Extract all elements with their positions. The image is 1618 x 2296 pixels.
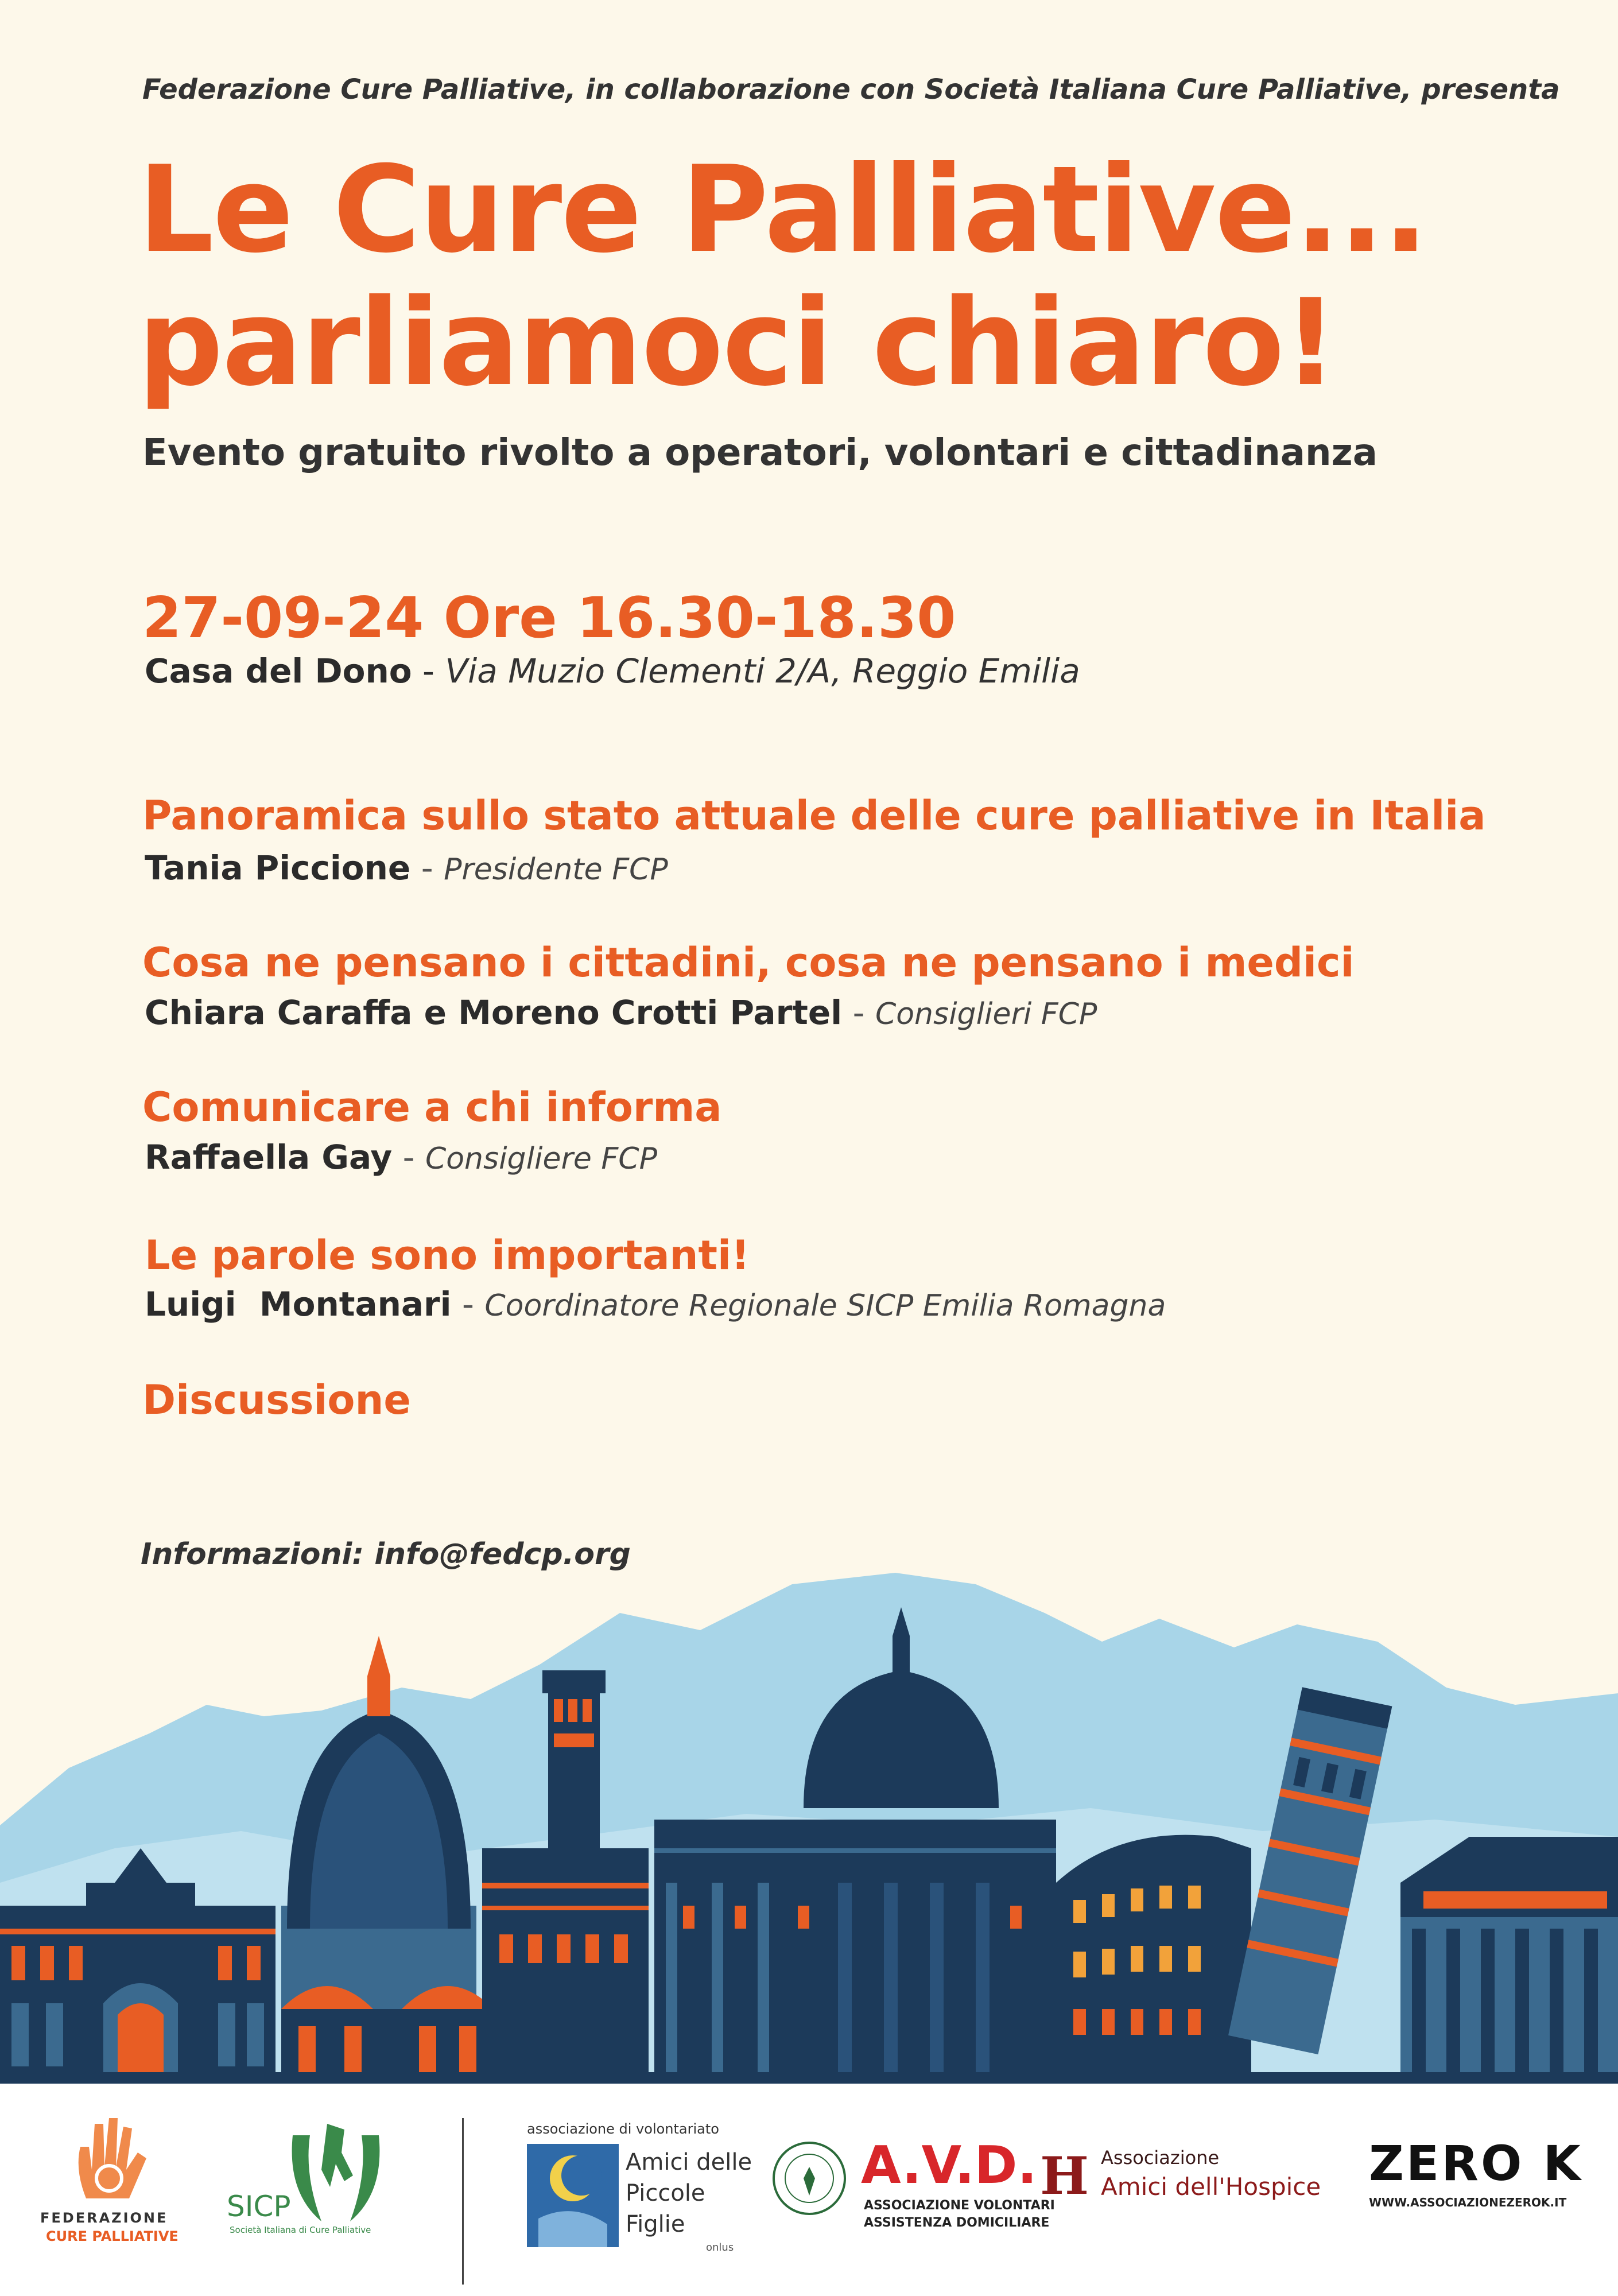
- speaker-role: Consiglieri FCP: [875, 997, 1097, 1031]
- amici-line1: Amici delle: [626, 2149, 752, 2175]
- italian-skyline-illustration: [0, 1561, 1618, 2084]
- sicp-logo-sub: Società Italiana di Cure Palliative: [230, 2225, 371, 2235]
- colosseum: [1056, 1835, 1251, 2084]
- sicp-logo-name: SICP: [227, 2190, 291, 2223]
- avd-logo-name: A.V.D.: [861, 2135, 1037, 2196]
- hospice-line1: Associazione: [1101, 2147, 1220, 2169]
- speaker-role: Coordinatore Regionale SICP Emilia Romagna: [484, 1289, 1166, 1323]
- talk-title-4: Le parole sono importanti!: [145, 1232, 750, 1279]
- fcp-hand-icon: [63, 2112, 155, 2204]
- sponsor-footer: [0, 2084, 1618, 2296]
- intro-line: Federazione Cure Palliative, in collaborazione con Società Italiana Cure Palliative, presenta: [142, 73, 1560, 106]
- footer-divider: [462, 2118, 464, 2285]
- info-contact: Informazioni: info@fedcp.org: [141, 1537, 631, 1572]
- title-line-2: parliamoci chiaro!: [138, 274, 1337, 413]
- amici-onlus: onlus: [706, 2241, 734, 2254]
- subtitle: Evento gratuito rivolto a operatori, volontari e cittadinanza: [142, 432, 1378, 474]
- hospice-logo-icon: H: [1040, 2146, 1089, 2206]
- amici-logo-icon: [527, 2144, 619, 2247]
- talk-title-5: Discussione: [142, 1376, 411, 1424]
- avd-line2: ASSISTENZA DOMICILIARE: [864, 2216, 1050, 2230]
- amici-logo-text: [626, 2147, 752, 2240]
- page-title: [138, 141, 1427, 413]
- hospice-line2: Amici dell'Hospice: [1101, 2173, 1321, 2201]
- speaker-name: Tania Piccione: [145, 848, 411, 887]
- sicp-logo-icon: [281, 2112, 390, 2227]
- pantheon: [1400, 1837, 1618, 2084]
- event-date: 27-09-24 Ore 16.30-18.30: [142, 585, 956, 651]
- venue-address: Via Muzio Clementi 2/A, Reggio Emilia: [445, 651, 1080, 691]
- talk-title-2: Cosa ne pensano i cittadini, cosa ne pensano i medici: [142, 939, 1355, 986]
- talk-title-1: Panoramica sullo stato attuale delle cure palliative in Italia: [142, 792, 1486, 839]
- speaker-role: Presidente FCP: [444, 852, 668, 887]
- avd-seal-icon: [769, 2138, 849, 2219]
- speaker-name: Luigi Montanari: [145, 1285, 452, 1324]
- talk-speaker-2: Chiara Caraffa e Moreno Crotti Partel - Consiglieri FCP: [145, 993, 1097, 1032]
- talk-speaker-4: Luigi Montanari - Coordinatore Regionale SICP Emilia Romagna: [145, 1285, 1166, 1324]
- venue-name: Casa del Dono: [145, 651, 412, 691]
- speaker-name: Raffaella Gay: [145, 1138, 393, 1177]
- amici-header: associazione di volontariato: [527, 2121, 719, 2137]
- amici-line3: Figlie: [626, 2211, 685, 2237]
- speaker-role: Consigliere FCP: [425, 1142, 657, 1176]
- talk-speaker-3: Raffaella Gay - Consigliere FCP: [145, 1138, 657, 1177]
- fcp-logo-line1: FEDERAZIONE: [40, 2210, 168, 2226]
- speaker-name: Chiara Caraffa e Moreno Crotti Partel: [145, 993, 843, 1032]
- venue-separator: -: [412, 651, 445, 691]
- zerok-logo-name: ZERO K: [1369, 2135, 1583, 2192]
- amici-line2: Piccole: [626, 2180, 705, 2206]
- talk-speaker-1: Tania Piccione - Presidente FCP: [145, 848, 668, 887]
- zerok-url: WWW.ASSOCIAZIONEZEROK.IT: [1369, 2196, 1567, 2209]
- avd-line1: ASSOCIAZIONE VOLONTARI: [864, 2198, 1055, 2213]
- talk-title-3: Comunicare a chi informa: [142, 1084, 722, 1131]
- title-line-1: Le Cure Palliative...: [138, 141, 1427, 280]
- fcp-logo-line2: CURE PALLIATIVE: [46, 2228, 179, 2244]
- venue: [145, 651, 1080, 691]
